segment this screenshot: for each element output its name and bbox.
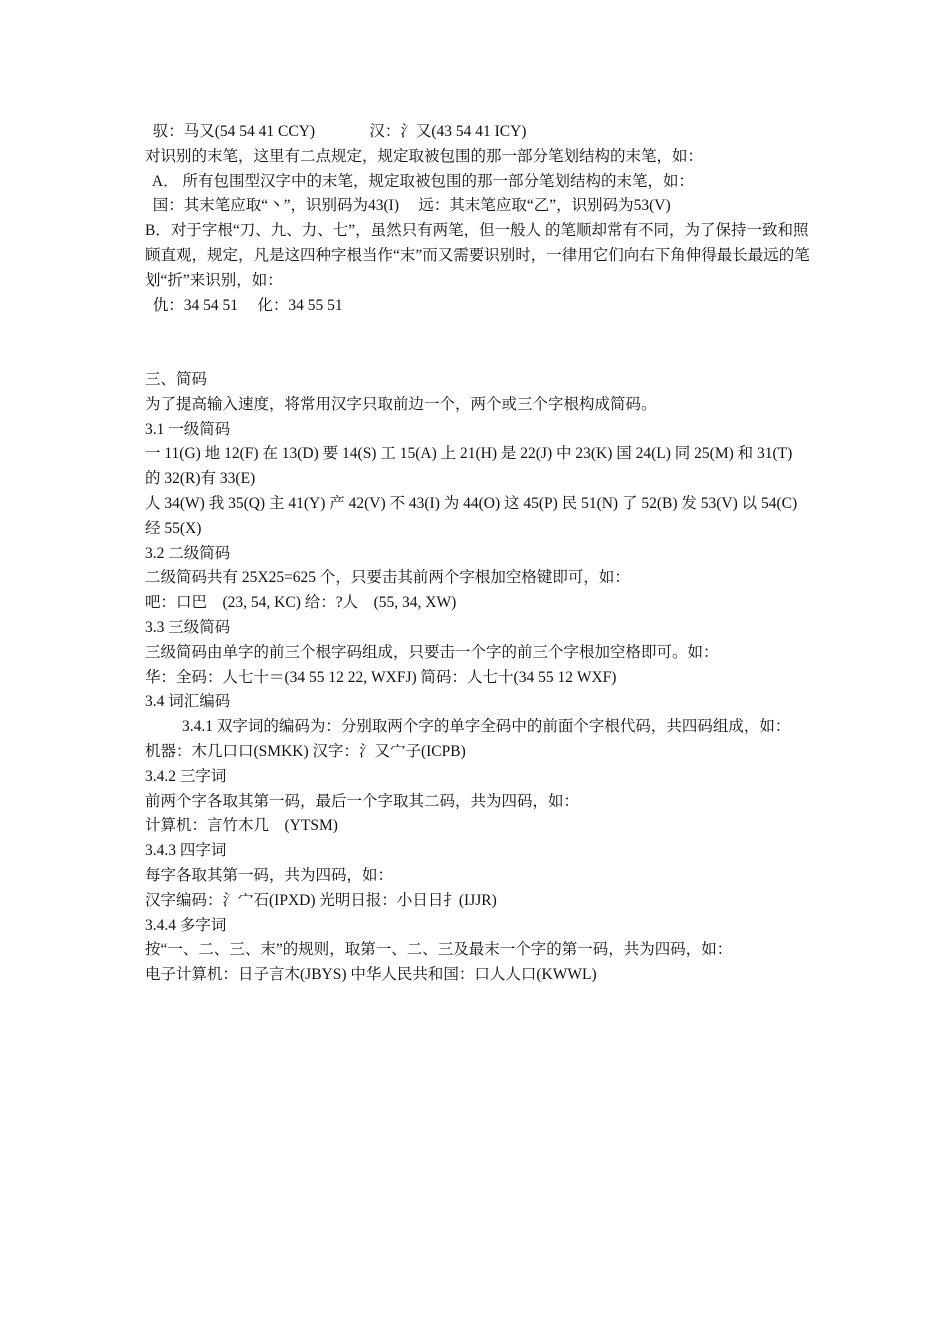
subsection-title: 3.3 三级简码: [145, 618, 231, 636]
spacer: [145, 343, 810, 368]
intro-text: 为了提高输入速度，将常用汉字只取前边一个，两个或三个字根构成简码。: [145, 395, 657, 413]
text-line: 三级简码由单字的前三个根字码组成，只要击一个字的前三个字根加空格即可。如：: [145, 643, 719, 661]
text-line: 驭：马又(54 54 41 CCY) 汉：氵又(43 54 41 ICY): [145, 123, 527, 140]
subsection-title: 3.4.2 三字词: [145, 767, 227, 785]
spacer: [145, 318, 810, 343]
text-line: 仇：34 54 51 化：34 55 51: [145, 296, 343, 314]
example-line: 吧：口巴 (23, 54, KC) 给：?人 (55, 34, XW): [145, 594, 457, 612]
example-line: 机器：木几口口(SMKK) 汉字：氵又宀子(ICPB): [145, 742, 466, 760]
subsection-title: 3.4.4 多字词: [145, 916, 227, 934]
document-body: [145, 120, 810, 988]
text-line: A． 所有包围型汉字中的末笔，规定取被包围的那一部分笔划结构的末笔，如：: [145, 172, 694, 190]
subsection-title: 3.2 二级简码: [145, 544, 231, 562]
text-line: 二级简码共有 25X25=625 个，只要击其前两个字根加空格键即可，如：: [145, 569, 630, 587]
text-line: 前两个字各取其第一码，最后一个字取其二码，共为四码，如：: [145, 792, 580, 810]
subsection-title: 3.4 词汇编码: [145, 693, 231, 711]
example-line: 汉字编码：氵宀石(IPXD) 光明日报：小日日扌(IJJR): [145, 891, 497, 909]
text-line: 每字各取其第一码，共为四码，如：: [145, 866, 394, 884]
subsection-title: 3.4.3 四字词: [145, 842, 227, 860]
paragraph: 一 11(G) 地 12(F) 在 13(D) 要 14(S) 工 15(A) 上 21(H) 是 22(J) 中 23(K) 国 24(L) 同 25(M) 和 31(T) 的 32(R)有 33(E): [145, 445, 793, 488]
text-line: 按“一、二、三、末”的规则，取第一、二、三及最末一个字的第一码，共为四码，如：: [145, 941, 733, 959]
paragraph: 3.4.1 双字词的编码为：分别取两个字的单字全码中的前面个字根代码，共四码组成，如：: [182, 718, 791, 736]
paragraph: 人 34(W) 我 35(Q) 主 41(Y) 产 42(V) 不 43(I) 为 44(O) 这 45(P) 民 51(N) 了 52(B) 发 53(V) 以 54(C) 经 55(X): [145, 494, 798, 537]
example-line: 华：全码：人七十＝(34 55 12 22, WXFJ) 简码：人七十(34 55 12 WXF): [145, 668, 617, 686]
example-line: 计算机：言竹木几 (YTSM): [145, 817, 338, 835]
subsection-title: 3.1 一级简码: [145, 420, 231, 438]
section-title: 三、简码: [145, 370, 208, 388]
paragraph-b: B．对于字根“刀、九、力、七”，虽然只有两笔，但一般人 的笔顺却常有不同，为了保持一致和照顾直观，规定，凡是这四种字根当作“末”而又需要识别时，一律用它们向右下角伸得最长最远的笔划“折”来识别，如：: [145, 222, 810, 289]
text-line: 国：其末笔应取“丶”，识别码为43(I) 远：其末笔应取“乙”，识别码为53(V): [145, 197, 671, 215]
text-line: 对识别的末笔，这里有二点规定，规定取被包围的那一部分笔划结构的末笔，如：: [145, 147, 704, 165]
example-line: 电子计算机：日子言木(JBYS) 中华人民共和国：口人人口(KWWL): [145, 966, 597, 984]
